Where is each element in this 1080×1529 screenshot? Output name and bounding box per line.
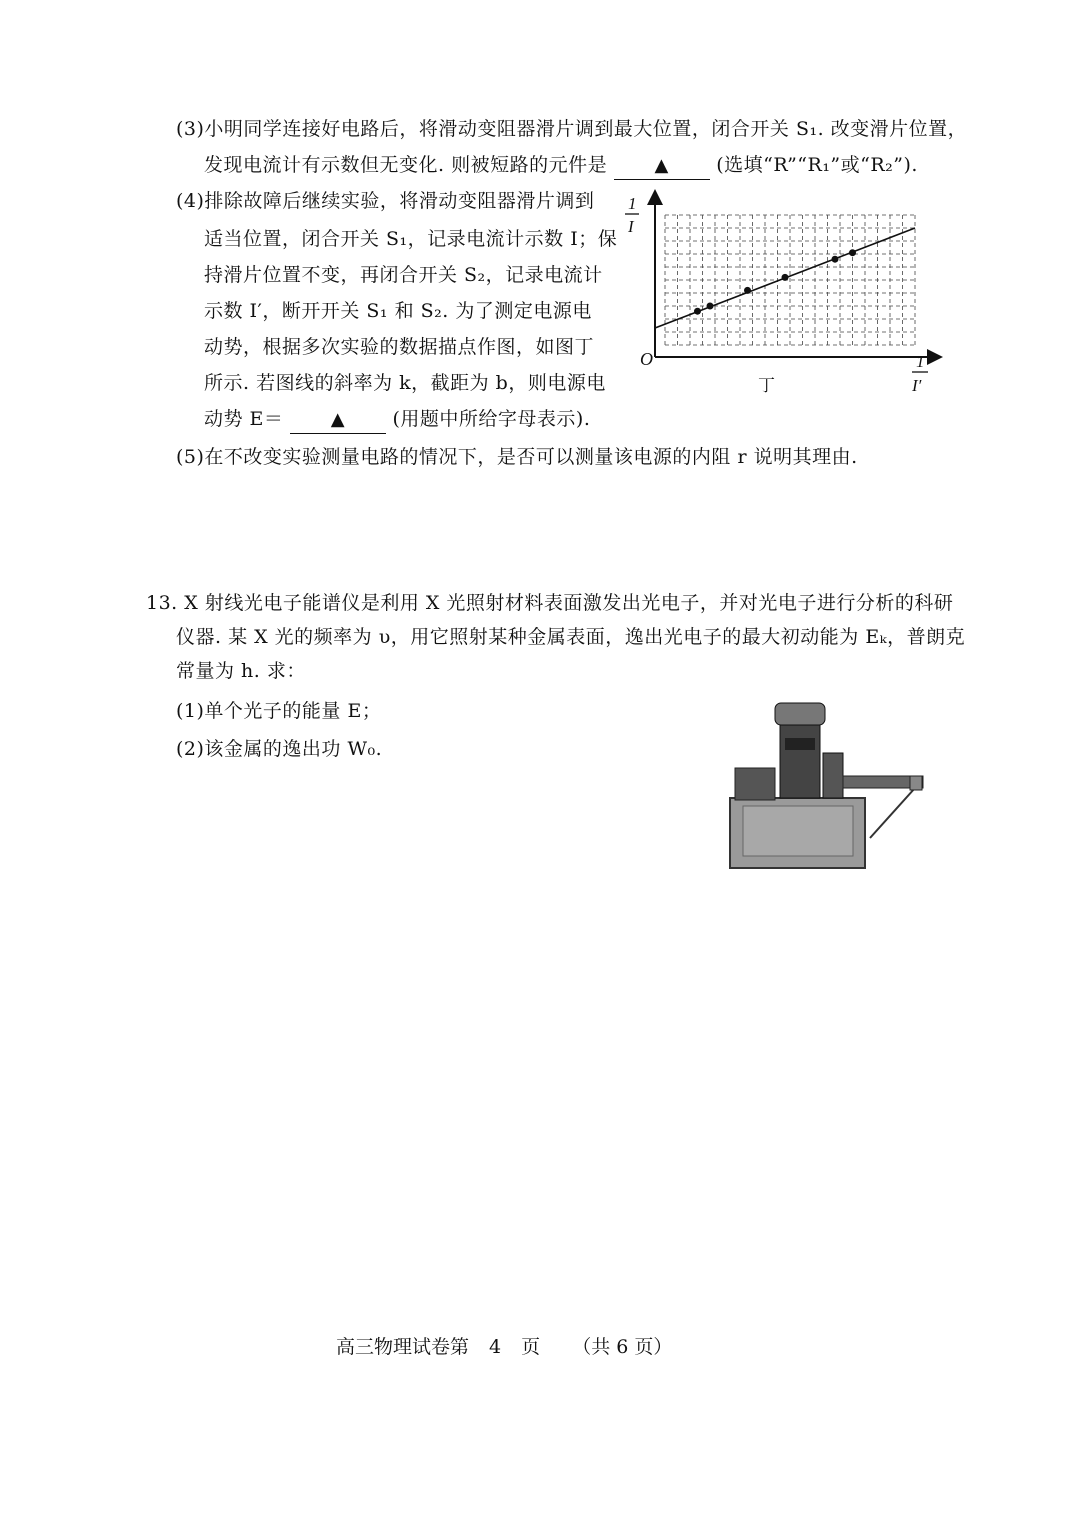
q13-sub2: (2)该金属的逸出功 W₀. [176,738,383,760]
footer-mid: 页 [521,1336,541,1358]
q12-part4-text: 动势 E＝ [204,408,284,430]
data-point [744,287,751,294]
chart-title: 丁 [758,376,775,396]
xps-apparatus-image [725,698,945,873]
q12-part3-line1: (3)小明同学连接好电路后，将滑动变阻器滑片调到最大位置，闭合开关 S₁. 改变滑片位置， [176,118,968,140]
q12-part3-line2 [204,152,918,180]
q12-part4-line1: (4)排除故障后继续实验，将滑动变阻器滑片调到 [176,190,595,212]
page-footer [336,1334,672,1360]
answer-blank-part4[interactable] [290,406,386,434]
q12-part4-line6: 所示. 若图线的斜率为 k，截距为 b，则电源电 [204,372,606,394]
q12-part4-line2: 适当位置，闭合开关 S₁，记录电流计示数 I；保 [204,228,618,250]
data-point [849,249,856,256]
q13-line1: 13. X 射线光电子能谱仪是利用 X 光照射材料表面激发出光电子，并对光电子进行分析的科研 [146,592,954,614]
data-point [782,274,789,281]
origin-label: O [640,349,653,369]
footer-page-number: 4 [489,1336,502,1358]
data-point [694,308,701,315]
q12-part4-line5: 动势，根据多次实验的数据描点作图，如图丁 [204,336,595,358]
q13-line3: 常量为 h. 求： [176,660,306,682]
q12-part5: (5)在不改变实验测量电路的情况下，是否可以测量该电源的内阻 r 说明其理由. [176,446,858,468]
triangle-icon: ▲ [330,409,346,430]
chart-grid [665,215,915,345]
y-label-numerator: 1 [628,194,637,213]
answer-blank-part3[interactable] [614,152,710,180]
y-label-denominator: I [628,217,634,236]
footer-left: 高三物理试卷第 [336,1336,470,1358]
x-label-numerator: 1 [916,352,925,371]
triangle-icon: ▲ [654,155,669,176]
q12-part3-text: 发现电流计有示数但无变化. 则被短路的元件是 [204,154,608,176]
q12-part3-options: (选填“R”“R₁”或“R₂”). [716,154,918,176]
x-label-denominator: I′ [912,376,922,395]
q13-line2: 仪器. 某 X 光的频率为 υ，用它照射某种金属表面，逸出光电子的最大初动能为 Eₖ，普朗克 [176,626,966,648]
q13-sub1: (1)单个光子的能量 E； [176,700,382,722]
q12-part4-line4: 示数 I′，断开开关 S₁ 和 S₂. 为了测定电源电 [204,300,592,322]
footer-total: （共 6 页） [572,1336,673,1358]
q12-part4-line7 [204,406,590,434]
data-point [832,256,839,263]
graph-ding [620,185,950,405]
q12-part4-hint: (用题中所给字母表示). [392,408,591,430]
q12-part4-line3: 持滑片位置不变，再闭合开关 S₂，记录电流计 [204,264,603,286]
data-point [707,303,714,310]
